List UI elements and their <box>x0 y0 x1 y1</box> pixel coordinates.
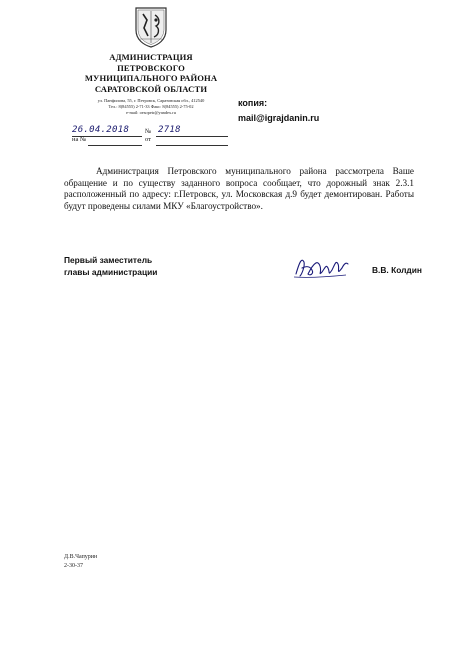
reply-number-underline <box>88 145 142 146</box>
copy-label: копия: <box>238 98 268 108</box>
phone-fax-line: Тел.: 8(84555) 2-71-33 Факс: 8(84555) 2-75-02 <box>108 104 194 110</box>
organization-address <box>72 98 230 117</box>
number-underline <box>156 136 228 137</box>
signer-title <box>64 255 157 278</box>
executor-phone: 2-30-37 <box>64 563 83 569</box>
registration-number: 2718 <box>158 125 181 135</box>
executor-name: Д.В.Чапурин <box>64 554 98 560</box>
registration-number-label: № <box>145 128 152 135</box>
reply-date-underline <box>156 145 228 146</box>
org-line: САРАТОВСКОЙ ОБЛАСТИ <box>94 83 208 94</box>
org-line: АДМИНИСТРАЦИЯ <box>109 52 193 62</box>
address-line: ул. Панфилова, 55, г. Петровск, Саратовская обл., 412540 <box>97 98 205 103</box>
signer-title-line: главы администрации <box>64 266 158 277</box>
reply-to-label: на <box>72 136 79 143</box>
copy-email: mail@igrajdanin.ru <box>238 113 320 123</box>
email-line: e-mail: oesopetr@yandex.ru <box>126 110 176 116</box>
org-line: МУНИЦИПАЛЬНОГО РАЙОНА <box>84 73 218 84</box>
organization-name <box>72 52 230 94</box>
org-line: ПЕТРОВСКОГО <box>117 62 185 73</box>
reply-date-label: от <box>145 136 152 143</box>
signer-title-line: Первый заместитель <box>64 255 153 265</box>
letter-body: Администрация Петровского муниципального района рассмотрела Ваше обращение и по существу заданного вопроса сообщает, что дорожный знак 2.3.1 расположенный по адресу: г.Петровск, ул. Московская д.9 будет демонтирован. Работы будут проведены силами МКУ «Благоустройство». <box>64 166 414 211</box>
reply-to-number-label: № <box>80 136 87 143</box>
executor-info <box>64 553 97 571</box>
handwritten-signature <box>292 254 350 280</box>
signer-name: В.В. Колдин <box>372 265 422 275</box>
registration-date: 26.04.2018 <box>72 125 130 135</box>
coat-of-arms-icon <box>134 6 168 48</box>
